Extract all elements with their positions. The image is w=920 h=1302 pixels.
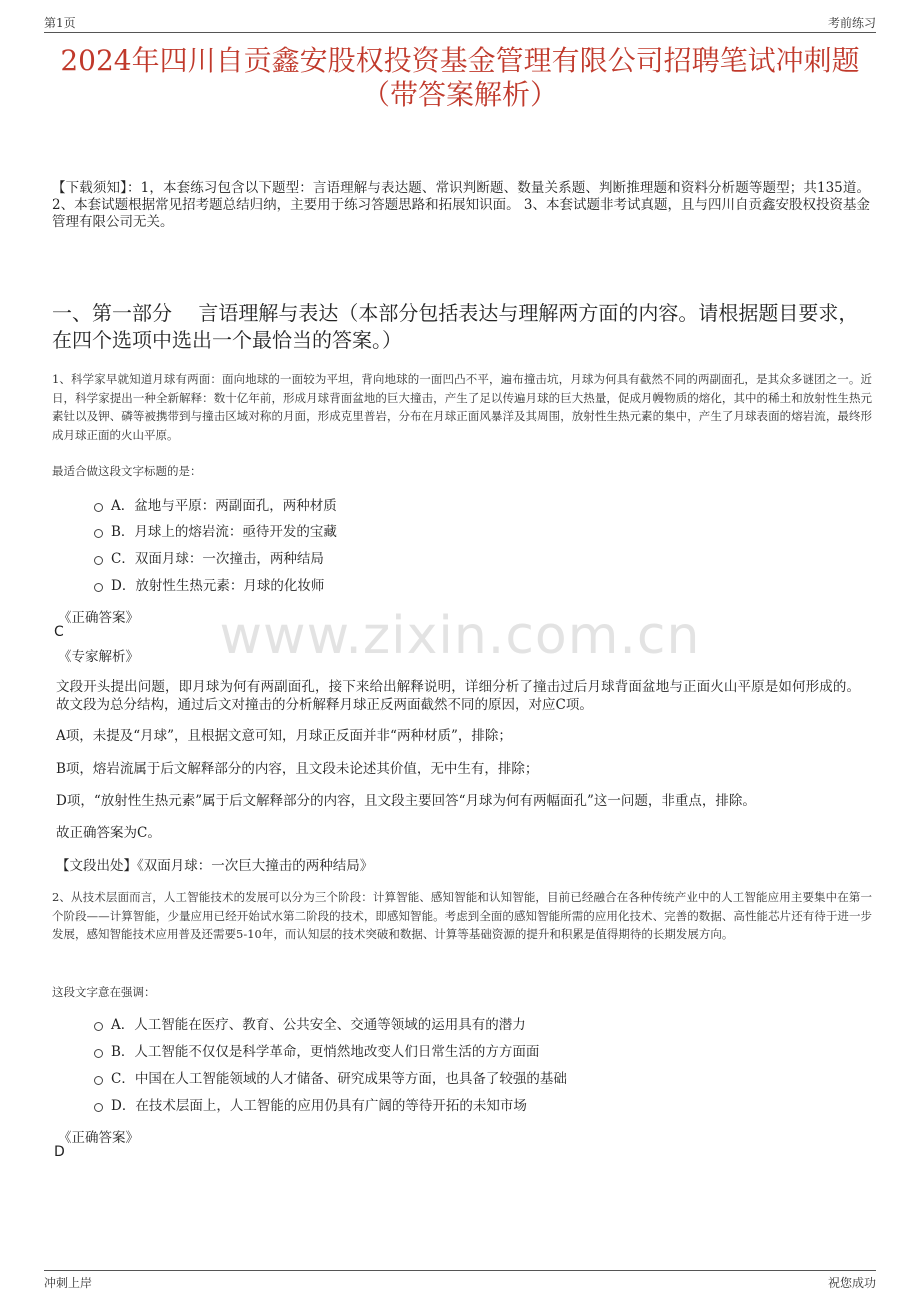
document-title: 2024年四川自贡鑫安股权投资基金管理有限公司招聘笔试冲刺题（带答案解析） xyxy=(60,44,860,111)
text-source: 【文段出处】《双面月球：一次巨大撞击的两种结局》 xyxy=(56,858,374,874)
radio-icon[interactable] xyxy=(94,556,103,565)
analysis-label: 《专家解析》 xyxy=(58,649,139,665)
answer-value: D xyxy=(54,1144,65,1160)
answer-value: C xyxy=(54,624,64,640)
download-notice: 【下载须知】：1，本套练习包含以下题型：言语理解与表达题、常识判断题、数量关系题、判断推理题和资料分析题等题型；共135道。 2、本套试题根据常见招考题总结归纳，主要用于练习答题思路和拓展知识面。 3、本套试题非考试真题，且与四川自贡鑫安股权投资基金管理有限公司无关。 xyxy=(52,180,870,230)
question-1-option-b[interactable]: B．月球上的熔岩流：亟待开发的宝藏 xyxy=(94,523,337,541)
radio-icon[interactable] xyxy=(94,1103,103,1112)
question-1-option-a[interactable]: A．盆地与平原：两副面孔，两种材质 xyxy=(94,497,337,515)
footer-left: 冲刺上岸 xyxy=(44,1276,93,1290)
question-2-option-d[interactable]: D．在技术层面上，人工智能的应用仍具有广阔的等待开拓的未知市场 xyxy=(94,1097,527,1115)
radio-icon[interactable] xyxy=(94,583,103,592)
page-number: 第1页 xyxy=(44,16,76,30)
question-1-option-c[interactable]: C．双面月球：一次撞击，两种结局 xyxy=(94,550,324,568)
question-2-text: 2、从技术层面而言，人工智能技术的发展可以分为三个阶段：计算智能、感知智能和认知智能，目前已经融合在各种传统产业中的人工智能应用主要集中在第一个阶段——计算智能，少量应用已经开始试水第二阶段的技术，即感知智能。考虑到全面的感知智能所需的应用化技术、完善的数据、高性能芯片还有待于进一步发展，感知智能技术应用普及还需要5-10年，而认知层的技术突破和数据、计算等基础资源的提升和积累是值得期待的长期发展方向。 xyxy=(52,890,872,941)
analysis-paragraph: B项，熔岩流属于后文解释部分的内容，且文段未论述其价值，无中生有，排除； xyxy=(56,761,539,777)
question-2-prompt: 这段文字意在强调： xyxy=(52,985,156,999)
answer-label: 《正确答案》 xyxy=(58,1130,139,1146)
question-1-option-d[interactable]: D．放射性生热元素：月球的化妆师 xyxy=(94,577,324,595)
analysis-paragraph: 文段开头提出问题，即月球为何有两副面孔，接下来给出解释说明，详细分析了撞击过后月球背面盆地与正面火山平原是如何形成的。故文段为总分结构，通过后文对撞击的分析解释月球正反两面截然不同的原因，对应C项。 xyxy=(56,679,860,713)
answer-label: 《正确答案》 xyxy=(58,610,139,626)
page-header xyxy=(44,12,876,33)
radio-icon[interactable] xyxy=(94,1022,103,1031)
watermark: www.zixin.com.cn xyxy=(219,606,701,666)
radio-icon[interactable] xyxy=(94,1049,103,1058)
analysis-paragraph: 故正确答案为C。 xyxy=(56,825,161,841)
question-1-prompt: 最适合做这段文字标题的是： xyxy=(52,464,202,478)
radio-icon[interactable] xyxy=(94,503,103,512)
question-1-text: 1、科学家早就知道月球有两面：面向地球的一面较为平坦，背向地球的一面凹凸不平，遍布撞击坑，月球为何具有截然不同的两副面孔，是其众多谜团之一。近日，科学家提出一种全新解释：数十亿年前，形成月球背面盆地的巨大撞击，产生了足以传遍月球的巨大热量，促成月幔物质的熔化，其中的稀土和放射性生热元素钍以及钾、磷等被携带到与撞击区域对称的月面，形成克里普岩，分布在月球正面风暴洋及其周围，放射性生热元素的集中，产生了月球表面的熔岩流，最终形成月球正面的火山平原。 xyxy=(52,372,872,442)
header-tag: 考前练习 xyxy=(827,16,876,30)
question-2-option-c[interactable]: C．中国在人工智能领域的人才储备、研究成果等方面，也具备了较强的基础 xyxy=(94,1070,567,1088)
section-heading: 一、第一部分 言语理解与表达（本部分包括表达与理解两方面的内容。请根据题目要求，在四个选项中选出一个最恰当的答案。） xyxy=(52,301,859,352)
radio-icon[interactable] xyxy=(94,1076,103,1085)
page-footer xyxy=(44,1270,876,1295)
analysis-paragraph: D项，“放射性生热元素”属于后文解释部分的内容，且文段主要回答“月球为何有两幅面孔”这一问题，非重点，排除。 xyxy=(56,793,756,809)
question-2-option-a[interactable]: A．人工智能在医疗、教育、公共安全、交通等领域的运用具有的潜力 xyxy=(94,1016,526,1034)
question-2-option-b[interactable]: B．人工智能不仅仅是科学革命，更悄然地改变人们日常生活的方方面面 xyxy=(94,1043,539,1061)
radio-icon[interactable] xyxy=(94,529,103,538)
footer-right: 祝您成功 xyxy=(827,1276,876,1290)
analysis-paragraph: A项，未提及“月球”，且根据文意可知，月球正反面并非“两种材质”，排除； xyxy=(56,728,512,744)
